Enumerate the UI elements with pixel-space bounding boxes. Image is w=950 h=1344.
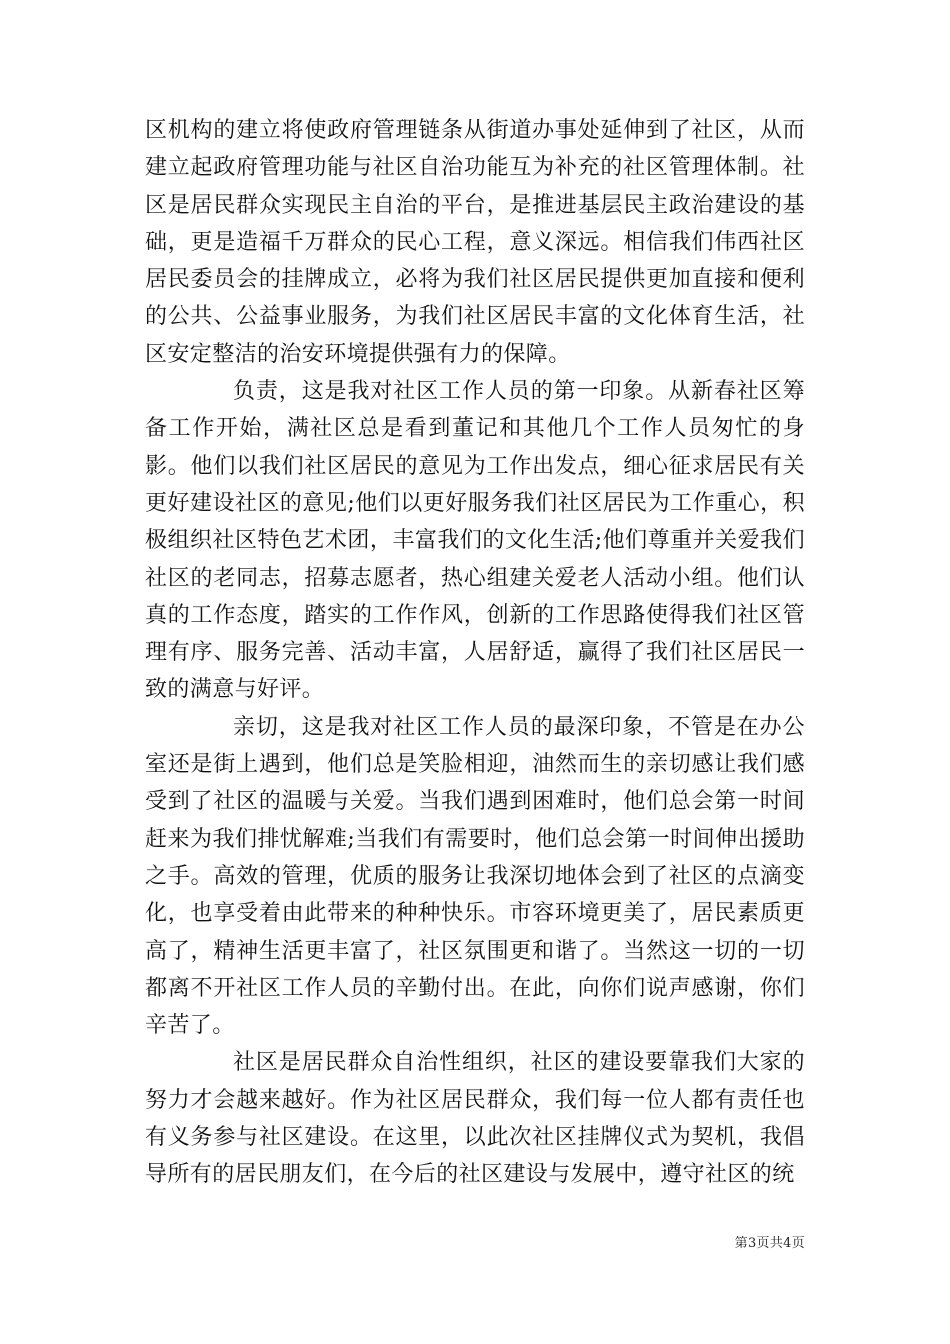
paragraph-3: 亲切，这是我对社区工作人员的最深印象，不管是在办公室还是街上遇到，他们总是笑脸相迎，油然而生的亲切感让我们感受到了社区的温暖与关爱。当我们遇到困难时，他们总会第一时间赶来为我们排忧解难;当我们有需要时，他们总会第一时间伸出援助之手。高效的管理，优质的服务让我深切地体会到了社区的点滴变化，也享受着由此带来的种种快乐。市容环境更美了，居民素质更高了，精神生活更丰富了，社区氛围更和谐了。当然这一切的一切都离不开社区工作人员的辛勤付出。在此，向你们说声感谢，你们辛苦了。 [145,714,805,1039]
document-body [145,112,805,1194]
page-number-footer: 第3页共4页 [734,1236,805,1251]
paragraph-2: 负责，这是我对社区工作人员的第一印象。从新春社区筹备工作开始，满社区总是看到董记和其他几个工作人员匆忙的身影。他们以我们社区居民的意见为工作出发点，细心征求居民有关更好建设社区的意见;他们以更好服务我们社区居民为工作重心，积极组织社区特色艺术团，丰富我们的文化生活;他们尊重并关爱我们社区的老同志，招募志愿者，热心组建关爱老人活动小组。他们认真的工作态度，踏实的工作作风，创新的工作思路使得我们社区管理有序、服务完善、活动丰富，人居舒适，赢得了我们社区居民一致的满意与好评。 [145,379,805,703]
paragraph-4: 社区是居民群众自治性组织，社区的建设要靠我们大家的努力才会越来越好。作为社区居民群众，我们每一位人都有责任也有义务参与社区建设。在这里，以此次社区挂牌仪式为契机，我倡导所有的居民朋友们，在今后的社区建设与发展中，遵守社区的统 [145,1050,805,1188]
paragraph-1: 区机构的建立将使政府管理链条从街道办事处延伸到了社区，从而建立起政府管理功能与社区自治功能互为补充的社区管理体制。社区是居民群众实现民主自治的平台，是推进基层民主政治建设的基础，更是造福千万群众的民心工程，意义深远。相信我们伟西社区居民委员会的挂牌成立，必将为我们社区居民提供更加直接和便利的公共、公益事业服务，为我们社区居民丰富的文化体育生活，社区安定整洁的治安环境提供强有力的保障。 [145,118,805,367]
